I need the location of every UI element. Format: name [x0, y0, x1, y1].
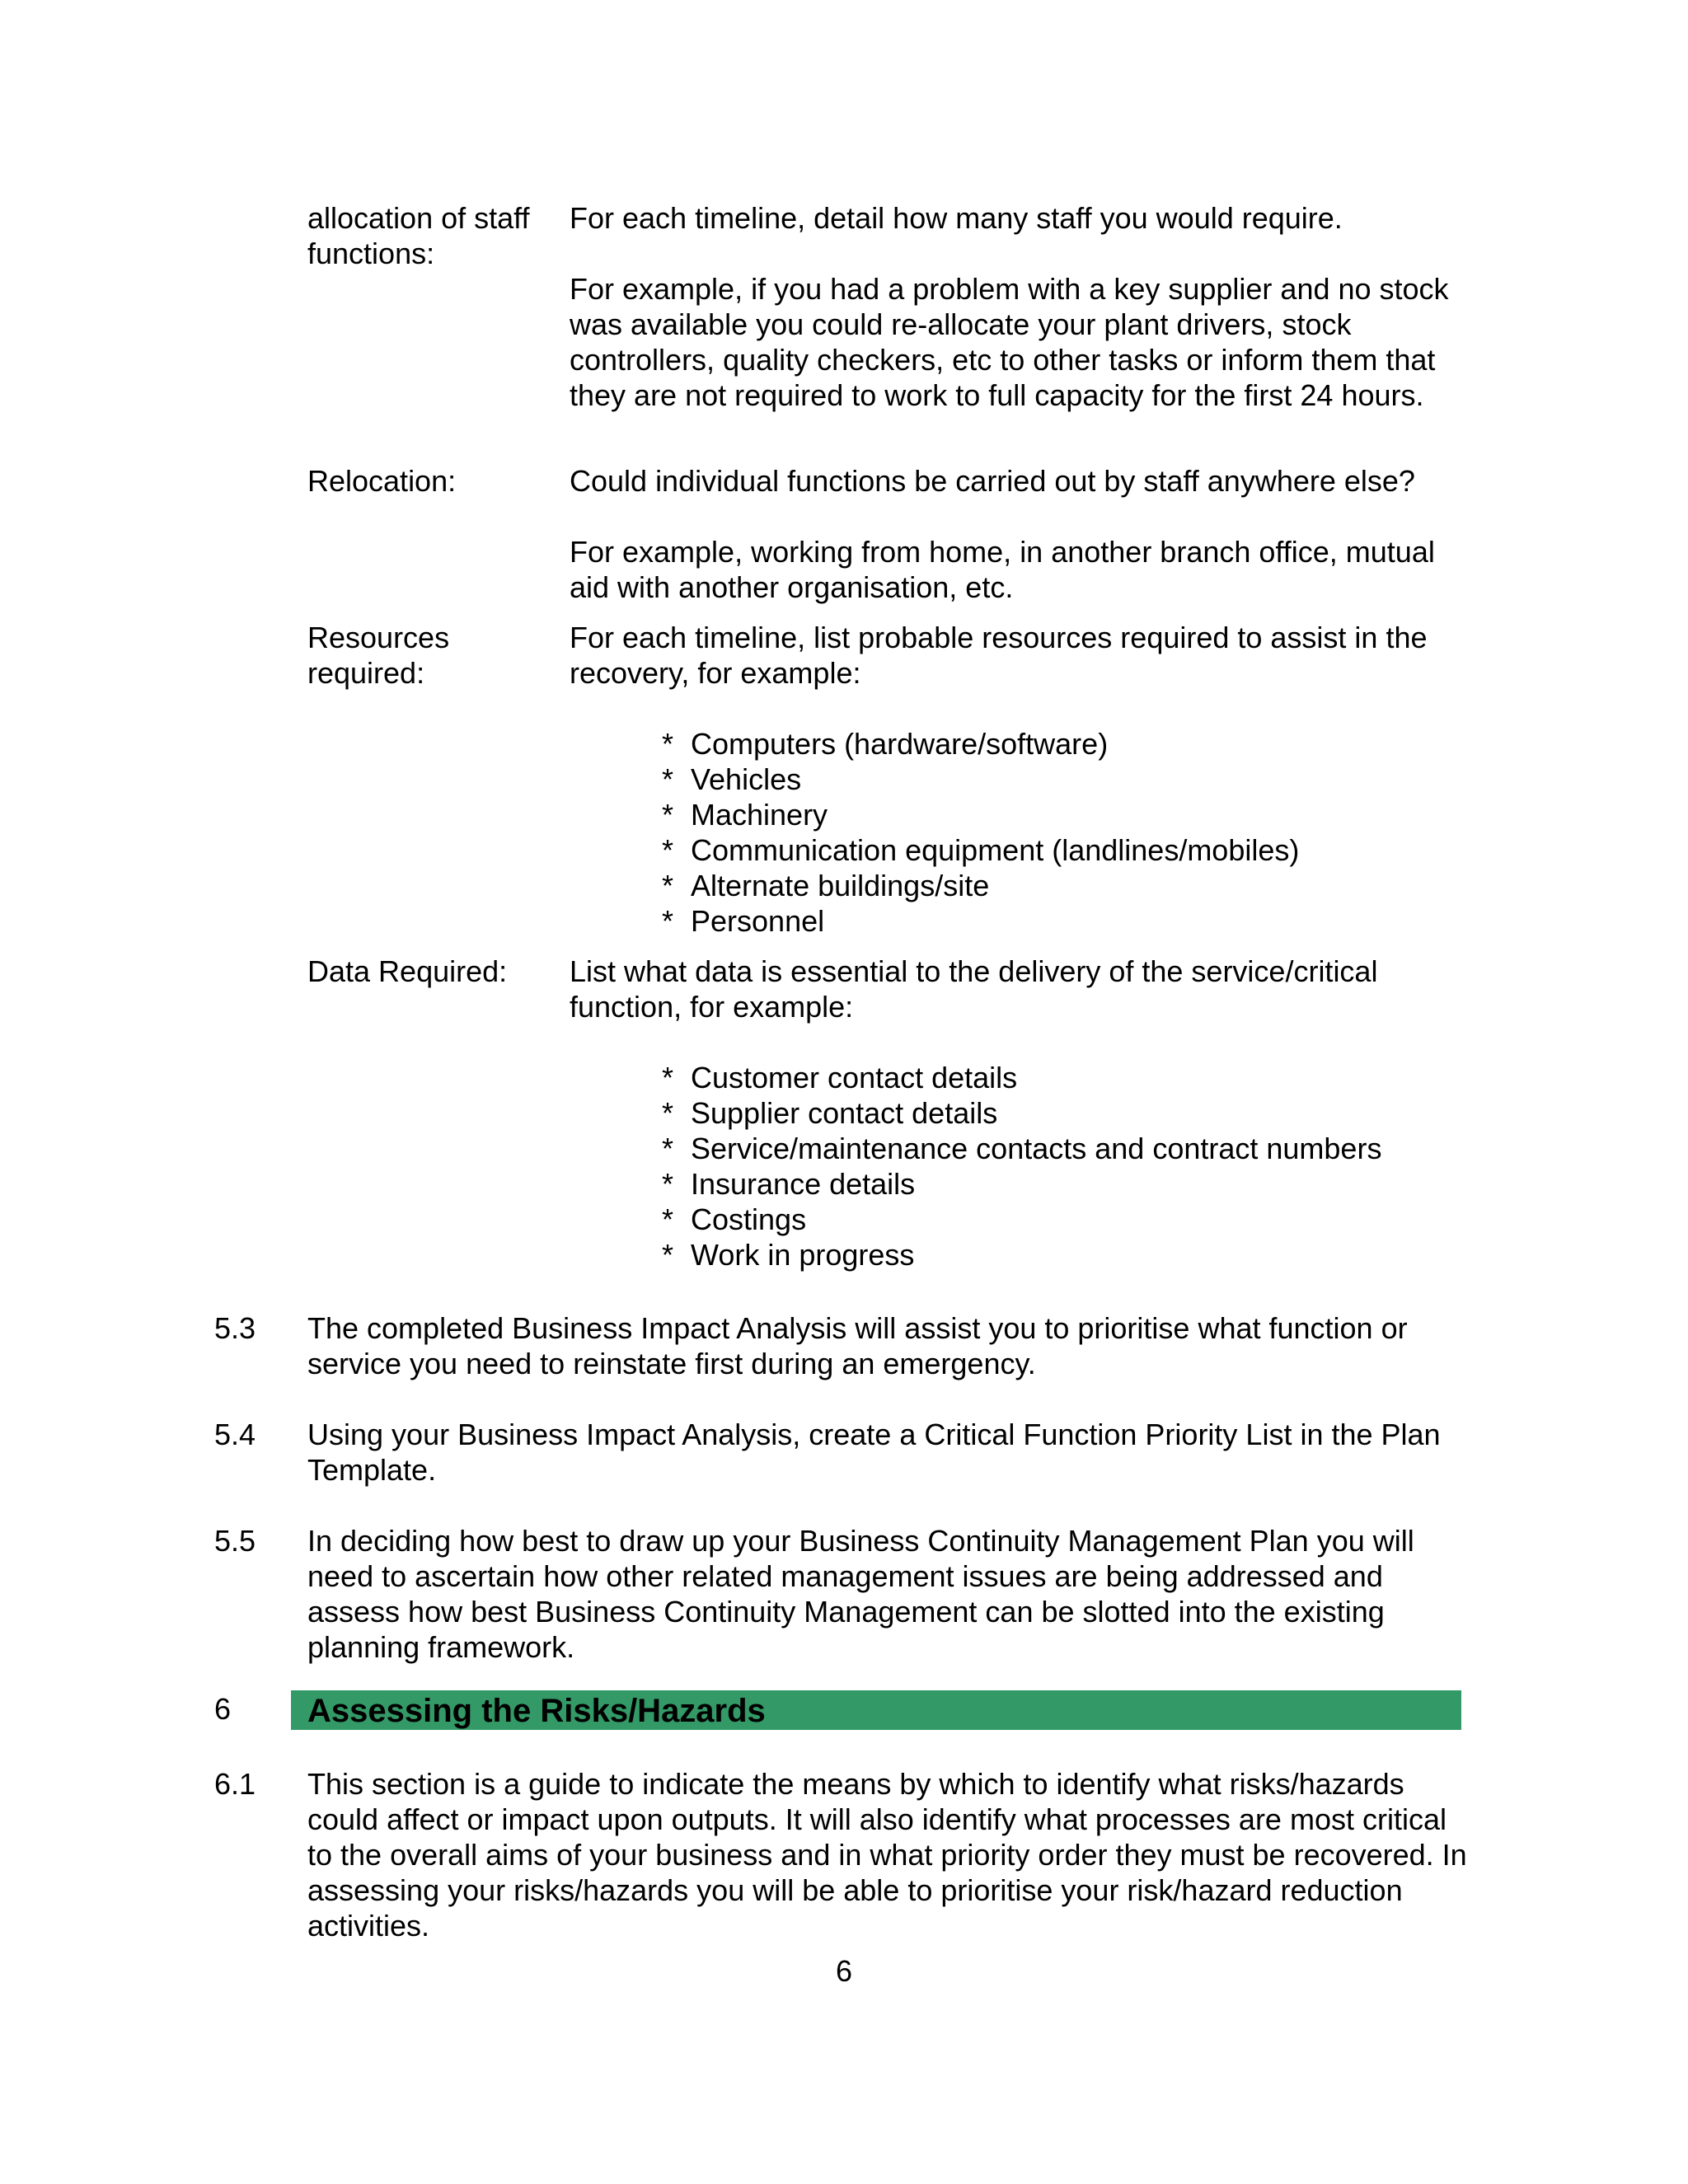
- section-heading-title: Assessing the Risks/Hazards: [307, 1693, 766, 1729]
- definition-paragraph: For example, working from home, in another branch office, mutual aid with another organisation, etc.: [570, 535, 1435, 604]
- list-item: [570, 1202, 1461, 1237]
- definition-paragraph: For example, if you had a problem with a key supplier and no stock was available you could re-allocate your plant drivers, stock controllers, quality checkers, etc to other tasks or inform them that they are not required to work to full capacity for the first 24 hours.: [570, 272, 1449, 412]
- definition-content: [570, 954, 1461, 1272]
- bullet-star: *: [662, 1167, 674, 1201]
- definition-label: Resources required:: [307, 621, 450, 690]
- section-heading-number: 6: [214, 1692, 232, 1726]
- definition-paragraph: Could individual functions be carried out by staff anywhere else?: [570, 464, 1415, 498]
- list-item-text: Computers (hardware/software): [691, 727, 1109, 761]
- list-item: [570, 868, 1461, 903]
- list-item: [570, 1060, 1461, 1095]
- definition-content: [570, 620, 1461, 939]
- definition-label: allocation of staff functions:: [307, 201, 530, 270]
- section-number: 5.5: [214, 1524, 256, 1558]
- bullet-star: *: [662, 1202, 674, 1236]
- list-item-text: Machinery: [691, 798, 828, 832]
- bullet-star: *: [662, 1061, 674, 1094]
- definition-paragraph: For each timeline, list probable resources required to assist in the recovery, for example:: [570, 621, 1428, 690]
- list-item: [570, 726, 1461, 762]
- list-item-text: Supplier contact details: [691, 1096, 998, 1130]
- resources-list: [570, 726, 1461, 939]
- bullet-star: *: [662, 1238, 674, 1272]
- section-number: 6.1: [214, 1767, 256, 1801]
- section-text: Using your Business Impact Analysis, create a Critical Function Priority List in the Plan Template.: [307, 1418, 1441, 1487]
- bullet-star: *: [662, 833, 674, 867]
- bullet-star: *: [662, 727, 674, 761]
- list-item: [570, 797, 1461, 832]
- list-item-text: Communication equipment (landlines/mobiles): [691, 833, 1300, 867]
- data-list: [570, 1060, 1461, 1272]
- definition-label: Relocation:: [307, 464, 457, 498]
- list-item-text: Service/maintenance contacts and contract numbers: [691, 1132, 1382, 1165]
- page-number: 6: [835, 1954, 853, 1988]
- bullet-star: *: [662, 1096, 674, 1130]
- definition-content: [570, 200, 1461, 413]
- list-item: [570, 1131, 1461, 1166]
- definition-label: Data Required:: [307, 954, 508, 988]
- definition-paragraph: For each timeline, detail how many staff you would require.: [570, 201, 1343, 235]
- list-item: [570, 1166, 1461, 1202]
- section-number: 5.3: [214, 1311, 256, 1345]
- list-item: [570, 832, 1461, 868]
- list-item: [570, 762, 1461, 797]
- section-text: The completed Business Impact Analysis will assist you to prioritise what function or service you need to reinstate first during an emergency.: [307, 1311, 1408, 1380]
- section-number: 5.4: [214, 1418, 256, 1451]
- list-item-text: Work in progress: [691, 1238, 915, 1272]
- list-item: [570, 1237, 1461, 1272]
- section-text: This section is a guide to indicate the means by which to identify what risks/hazards could affect or impact upon outputs. It will also identify what processes are most critical to the overall aims of your business and in what priority order they must be recovered. In assessing your risks/hazards you will be able to prioritise your risk/hazard reduction activities.: [307, 1767, 1467, 1943]
- section-text: In deciding how best to draw up your Business Continuity Management Plan you will need to ascertain how other related management issues are being addressed and assess how best Business Continuity Management can be slotted into the existing planning framework.: [307, 1524, 1414, 1664]
- bullet-star: *: [662, 1132, 674, 1165]
- list-item: [570, 903, 1461, 939]
- list-item: [570, 1095, 1461, 1131]
- definition-content: [570, 463, 1461, 605]
- bullet-star: *: [662, 762, 674, 796]
- list-item-text: Alternate buildings/site: [691, 869, 990, 902]
- definition-paragraph: List what data is essential to the delivery of the service/critical function, for example:: [570, 954, 1378, 1024]
- bullet-star: *: [662, 798, 674, 832]
- list-item-text: Costings: [691, 1202, 807, 1236]
- bullet-star: *: [662, 904, 674, 938]
- list-item-text: Insurance details: [691, 1167, 916, 1201]
- list-item-text: Vehicles: [691, 762, 802, 796]
- bullet-star: *: [662, 869, 674, 902]
- list-item-text: Personnel: [691, 904, 825, 938]
- list-item-text: Customer contact details: [691, 1061, 1018, 1094]
